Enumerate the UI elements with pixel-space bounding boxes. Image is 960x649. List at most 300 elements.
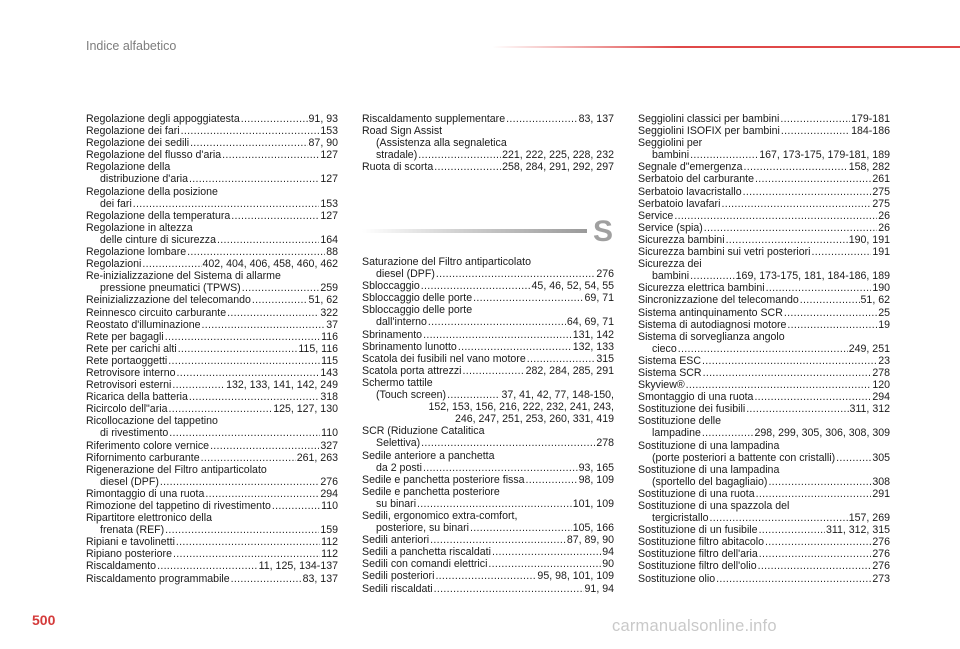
leader-dots [743, 186, 872, 198]
leader-dots [205, 488, 319, 500]
index-pages: 169, 173-175, 181, 184-186, 189 [735, 270, 890, 283]
index-entry [362, 365, 614, 377]
index-line [638, 270, 890, 282]
index-line [86, 161, 338, 173]
index-line [638, 186, 890, 198]
index-line [86, 512, 338, 524]
watermark: carmanualsonline.info [612, 617, 777, 635]
index-line [638, 125, 890, 137]
leader-dots [217, 234, 319, 246]
index-term: Saturazione del Filtro antiparticolato [362, 256, 532, 268]
index-term: Rete per bagagli [86, 330, 164, 343]
index-pages: 318 [320, 391, 338, 404]
index-term: Sistema ESC [638, 354, 701, 367]
index-term: Sedili, ergonomico extra-comfort, [362, 509, 518, 522]
index-line [86, 548, 338, 560]
index-line [638, 512, 890, 524]
index-line [638, 524, 890, 536]
index-pages: 153 [320, 197, 338, 210]
index-pages: 322 [320, 306, 338, 319]
index-term: Seggiolini ISOFIX per bambini [638, 125, 780, 138]
leader-dots [787, 319, 877, 331]
index-term: di rivestimento [100, 427, 169, 440]
index-entry [86, 258, 338, 270]
index-entry [362, 486, 614, 510]
index-line [362, 425, 614, 437]
index-entry [362, 425, 614, 449]
leader-dots [800, 294, 860, 306]
index-term: Ruota di scorta [362, 161, 434, 174]
index-pages: 184-186 [851, 125, 890, 138]
index-entry [638, 282, 890, 294]
leader-dots [210, 440, 319, 452]
index-entry [638, 319, 890, 331]
index-entry [86, 222, 338, 246]
index-entry [638, 403, 890, 415]
index-entry [86, 137, 338, 149]
index-line [86, 222, 338, 234]
index-pages: 291 [872, 487, 890, 500]
index-line [362, 450, 614, 462]
index-line [86, 440, 338, 452]
index-pages: 127 [320, 149, 338, 162]
index-line [638, 282, 890, 294]
index-pages: 26 [878, 221, 890, 234]
index-pages: 87, 89, 90 [566, 534, 614, 547]
index-entry [86, 307, 338, 319]
leader-dots [189, 173, 319, 185]
index-line [86, 391, 338, 403]
index-line [638, 246, 890, 258]
index-pages: 88 [326, 246, 338, 259]
index-pages: 294 [320, 487, 338, 500]
index-line [86, 282, 338, 294]
index-line [638, 464, 890, 476]
index-pages: 98, 109 [578, 473, 614, 486]
index-pages: 37, 41, 42, 77, 148-150, [501, 389, 614, 402]
leader-dots [202, 319, 326, 331]
index-term: Sicurezza elettrica bambini [638, 282, 765, 295]
index-pages: 167, 173-175, 179-181, 189 [759, 149, 890, 162]
index-pages-continued: 246, 247, 251, 253, 260, 331, 419 [454, 413, 614, 426]
index-entry [362, 353, 614, 365]
leader-dots [165, 331, 320, 343]
leader-dots [746, 403, 848, 415]
index-line [86, 307, 338, 319]
leader-dots [418, 149, 501, 161]
leader-dots [710, 512, 848, 524]
index-pages: 259 [320, 282, 338, 295]
index-term: Sistema di autodiagnosi motore [638, 318, 787, 331]
leader-dots [222, 149, 319, 161]
index-line [638, 331, 890, 343]
leader-dots [492, 546, 601, 558]
section-letter: S [592, 215, 613, 248]
index-term: Sedili riscaldati [362, 582, 433, 595]
index-term: frenata (REF) [100, 524, 165, 537]
index-term: Retrovisore interno [86, 366, 176, 379]
index-term: cieco [652, 342, 677, 355]
index-line [86, 270, 338, 282]
index-entry [362, 304, 614, 328]
index-line [638, 367, 890, 379]
index-line [86, 427, 338, 439]
index-pages: 276 [872, 536, 890, 549]
index-pages: 191 [872, 246, 890, 259]
index-entry [362, 256, 614, 280]
index-line [638, 294, 890, 306]
index-term: Regolazioni [86, 258, 142, 271]
leader-dots [686, 379, 872, 391]
index-line [638, 234, 890, 246]
index-line [86, 186, 338, 198]
index-pages: 87, 90 [308, 137, 338, 150]
index-term: stradale) [376, 149, 418, 162]
leader-dots [780, 113, 850, 125]
leader-dots [241, 113, 308, 125]
index-term: Ricircolo dell"aria [86, 403, 168, 416]
leader-dots [165, 524, 319, 536]
index-term: Serbatoio lavacristallo [638, 185, 742, 198]
index-pages: 179-181 [851, 113, 890, 125]
index-entry [362, 292, 614, 304]
index-pages: 131, 142 [572, 328, 614, 341]
index-term: Riferimento colore vernice [86, 439, 210, 452]
leader-dots [458, 341, 572, 353]
index-line [362, 353, 614, 365]
index-term: (sportello del bagagliaio) [652, 475, 768, 488]
index-entry [362, 546, 614, 558]
index-entry [638, 294, 890, 306]
index-line [86, 246, 338, 258]
index-term: diesel (DPF) [376, 268, 435, 281]
index-line [638, 476, 890, 488]
leader-dots [702, 355, 877, 367]
index-entry [86, 440, 338, 452]
index-term: Ricarica della batteria [86, 391, 188, 404]
index-line [362, 583, 614, 595]
index-pages: 91, 94 [584, 582, 614, 595]
index-term: tergicristallo [652, 512, 709, 525]
leader-dots [168, 403, 272, 415]
index-pages: 261, 263 [296, 451, 338, 464]
index-line [362, 256, 614, 268]
index-line [362, 365, 614, 377]
index-entry [638, 113, 890, 125]
index-term: Regolazione dei sedili [86, 137, 190, 150]
index-entry [86, 186, 338, 210]
index-term: Ripartitore elettronico della [86, 512, 213, 525]
index-line [86, 379, 338, 391]
index-line [638, 173, 890, 185]
index-term: Sistema SCR [638, 366, 702, 379]
index-entry [86, 331, 338, 343]
leader-dots [743, 161, 847, 173]
index-pages: 69, 71 [584, 292, 614, 305]
index-term: Sicurezza dei [638, 258, 702, 271]
index-line [638, 222, 890, 234]
leader-dots [421, 280, 531, 292]
index-line [362, 161, 614, 173]
index-entry [86, 452, 338, 464]
index-term: Serbatoio del carburante [638, 173, 755, 186]
index-line [86, 343, 338, 355]
index-term: distribuzione d'aria [100, 173, 188, 186]
index-entry [638, 198, 890, 210]
index-pages: 327 [320, 439, 338, 452]
index-term: bambini [652, 270, 690, 283]
leader-dots [447, 389, 500, 401]
index-term: Sostituzione di un fusibile [638, 524, 758, 537]
index-term: pressione pneumatici (TPWS) [100, 282, 241, 295]
index-line [86, 113, 338, 125]
index-pages: 110 [321, 427, 338, 440]
index-term: Regolazione lombare [86, 246, 187, 259]
index-pages: 94 [602, 546, 614, 559]
leader-dots [421, 437, 595, 449]
leader-dots [142, 258, 201, 270]
leader-dots [488, 558, 601, 570]
index-pages: 112 [321, 536, 338, 549]
index-pages: 93, 165 [578, 461, 614, 474]
index-line [638, 560, 890, 572]
index-line [362, 137, 614, 149]
index-pages: 190, 191 [848, 233, 890, 246]
index-term: Rimontaggio di una ruota [86, 487, 205, 500]
index-pages: 90 [602, 558, 614, 571]
index-pages: 221, 222, 225, 228, 232 [502, 149, 614, 162]
index-entry [638, 391, 890, 403]
index-entry [362, 534, 614, 546]
index-entry [362, 570, 614, 582]
index-entry [86, 415, 338, 439]
index-entry [638, 173, 890, 185]
index-entry [638, 161, 890, 173]
index-pages: 311, 312, 315 [825, 524, 890, 537]
index-entry [86, 270, 338, 294]
index-line [86, 536, 338, 548]
leader-dots [716, 573, 871, 585]
index-entry [86, 512, 338, 536]
index-line [638, 198, 890, 210]
leader-dots [169, 427, 320, 439]
index-term: posteriore, su binari [376, 522, 470, 535]
index-line [362, 437, 614, 449]
leader-dots [674, 210, 877, 222]
index-line [638, 258, 890, 270]
leader-dots [784, 307, 877, 319]
leader-dots [526, 474, 578, 486]
index-term: Sostituzione filtro abitacolo [638, 536, 765, 549]
index-line [86, 367, 338, 379]
index-line [362, 292, 614, 304]
index-pages: 276 [872, 548, 890, 561]
index-line [86, 149, 338, 161]
index-term: Sostituzione dei fusibili [638, 403, 746, 416]
index-term: Scatola dei fusibili nel vano motore [362, 352, 526, 365]
index-entry [86, 113, 338, 125]
index-term: Ripiani e tavolinetti [86, 536, 175, 549]
index-line [638, 452, 890, 464]
index-entry [362, 161, 614, 173]
leader-dots [434, 161, 501, 173]
index-line [638, 440, 890, 452]
index-term: Selettiva) [376, 437, 421, 450]
index-line [638, 500, 890, 512]
leader-dots [765, 536, 871, 548]
index-entry [362, 125, 614, 161]
index-line [362, 462, 614, 474]
index-entry [86, 367, 338, 379]
index-term: (Assistenza alla segnaletica [376, 137, 507, 150]
index-pages: 112 [321, 548, 338, 561]
index-entry [638, 500, 890, 524]
index-entry [362, 583, 614, 595]
index-pages: 164 [320, 233, 338, 246]
leader-dots [181, 125, 320, 137]
leader-dots [506, 113, 578, 125]
index-term: Sbloccaggio delle porte [362, 304, 473, 317]
index-entry [638, 367, 890, 379]
index-pages: 294 [872, 391, 890, 404]
index-entry [86, 464, 338, 488]
index-term: Sedile anteriore a panchetta [362, 449, 495, 462]
index-line [362, 498, 614, 510]
index-line [86, 500, 338, 512]
leader-dots [190, 137, 307, 149]
index-term: Rete per carichi alti [86, 342, 177, 355]
index-term: Seggiolini per [638, 137, 703, 150]
index-entry [86, 355, 338, 367]
leader-dots [428, 316, 566, 328]
index-term: Segnale d"emergenza [638, 161, 743, 174]
index-line [362, 558, 614, 570]
index-term: Sicurezza bambini sui vetri posteriori [638, 246, 811, 259]
leader-dots [231, 210, 319, 222]
index-term: Sostituzione filtro dell'olio [638, 560, 757, 573]
leader-dots [704, 222, 877, 234]
index-term: delle cinture di sicurezza [100, 233, 216, 246]
index-term: Service [638, 209, 674, 222]
index-term: Sostituzione delle [638, 415, 722, 428]
index-term: Sbloccaggio delle porte [362, 292, 473, 305]
leader-dots [726, 234, 848, 246]
index-pages: 305 [872, 451, 890, 464]
index-term: SCR (Riduzione Catalitica [362, 425, 485, 438]
index-entry [86, 210, 338, 222]
leader-dots [423, 462, 578, 474]
leader-dots [754, 391, 871, 403]
index-entry [362, 113, 614, 125]
leader-dots [189, 391, 319, 403]
index-line [638, 343, 890, 355]
index-pages: 25 [878, 306, 890, 319]
index-line [638, 403, 890, 415]
leader-dots [470, 522, 572, 534]
index-pages: 276 [872, 560, 890, 573]
index-line [638, 379, 890, 391]
leader-dots [768, 476, 871, 488]
index-line [86, 415, 338, 427]
index-term: Regolazione della posizione [86, 185, 218, 198]
index-entry [638, 331, 890, 355]
index-line [86, 573, 338, 585]
index-entry [86, 548, 338, 560]
index-pages: 298, 299, 305, 306, 308, 309 [754, 427, 890, 440]
index-line [638, 427, 890, 439]
index-entry [362, 329, 614, 341]
index-term: Regolazione della temperatura [86, 209, 231, 222]
index-term: Service (spia) [638, 221, 703, 234]
index-entry [86, 125, 338, 137]
index-term: Sostituzione di una lampadina [638, 439, 780, 452]
index-entry [638, 222, 890, 234]
index-line [362, 316, 614, 328]
leader-dots [678, 343, 848, 355]
leader-dots [812, 246, 872, 258]
index-entry [638, 246, 890, 258]
index-term: Regolazione del flusso d'aria [86, 149, 222, 162]
index-term: (Touch screen) [376, 389, 447, 402]
index-line [86, 464, 338, 476]
index-entry [362, 280, 614, 292]
leader-dots [178, 343, 298, 355]
index-pages: 315 [596, 352, 614, 365]
index-pages: 83, 137 [578, 113, 614, 125]
leader-dots [721, 198, 871, 210]
index-line [86, 524, 338, 536]
index-line [86, 476, 338, 488]
index-term: diesel (DPF) [100, 475, 159, 488]
index-pages: 282, 284, 285, 291 [525, 364, 614, 377]
leader-dots [160, 476, 319, 488]
index-pages: 37 [326, 318, 338, 331]
index-pages: 83, 137 [302, 572, 338, 585]
index-line [86, 560, 338, 572]
index-pages: 116 [321, 330, 338, 343]
index-pages: 132, 133 [572, 340, 614, 353]
leader-dots [434, 583, 584, 595]
index-pages: 157, 269 [848, 512, 890, 525]
index-line [362, 329, 614, 341]
leader-dots [435, 570, 536, 582]
index-entry [638, 307, 890, 319]
index-pages: 127 [320, 209, 338, 222]
index-term: su binari [376, 497, 417, 510]
index-term: dall'interno [376, 316, 427, 329]
index-term: Seggiolini classici per bambini [638, 113, 780, 125]
index-term: Rimozione del tappetino di rivestimento [86, 500, 271, 512]
index-pages: 311, 312 [849, 403, 890, 416]
index-term: Rigenerazione del Filtro antiparticolato [86, 463, 267, 476]
index-line [362, 113, 614, 125]
index-pages: 115 [321, 354, 338, 367]
index-pages: 120 [872, 379, 890, 392]
leader-dots [177, 367, 320, 379]
index-line [362, 280, 614, 292]
index-term: Riscaldamento [86, 560, 157, 573]
index-pages: 258, 284, 291, 292, 297 [502, 161, 614, 174]
leader-dots [201, 452, 296, 464]
leader-dots [758, 560, 872, 572]
index-term: da 2 posti [376, 461, 422, 474]
index-pages: 125, 127, 130 [273, 403, 338, 416]
index-line [362, 474, 614, 486]
index-line [362, 341, 614, 353]
index-line [638, 149, 890, 161]
leader-dots [781, 125, 850, 137]
leader-dots [703, 367, 872, 379]
